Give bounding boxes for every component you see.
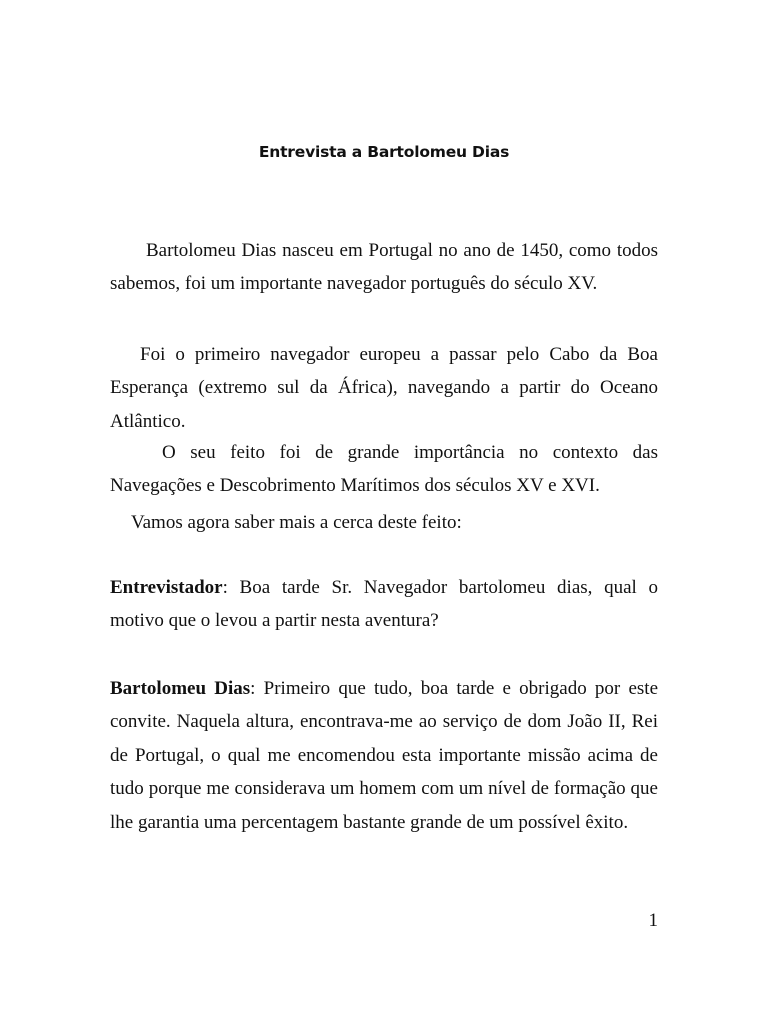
intro-paragraph-3-text: O seu feito foi de grande importância no contexto das Navegações e Descobrimento Marítimos dos séculos XV e XVI. [110, 442, 658, 497]
speaker-name: Entrevistador [110, 577, 223, 598]
intro-paragraph-1 [110, 234, 658, 301]
intro-paragraph-4 [110, 506, 658, 539]
intro-paragraph-1-text: Bartolomeu Dias nasceu em Portugal no ano de 1450, como todos sabemos, foi um importante navegador português do século XV. [110, 240, 658, 295]
speaker-name: Bartolomeu Dias [110, 678, 251, 699]
intro-paragraph-2 [110, 338, 658, 438]
speaker-line: : Primeiro que tudo, boa tarde e obrigado por este convite. Naquela altura, encontrava-me ao serviço de dom João II, Rei de Portugal, o qual me encomendou esta importante missão acima de tudo porque me considerava um homem com um nível de formação que lhe garantia uma percentagem bastante grande de um possível êxito. [110, 678, 659, 833]
dialogue-text [110, 672, 658, 839]
dialogue-text [110, 571, 658, 638]
dialogue-entry-interviewer [110, 571, 658, 638]
page-number: 1 [648, 910, 658, 931]
intro-paragraph-3 [110, 436, 658, 503]
speaker-line: : Boa tarde Sr. Navegador bartolomeu dias, qual o motivo que o levou a partir nesta aventura? [110, 577, 658, 632]
intro-paragraph-2-text: Foi o primeiro navegador europeu a passar pelo Cabo da Boa Esperança (extremo sul da África), navegando a partir do Oceano Atlântico. [110, 344, 658, 432]
dialogue-entry-bartolomeu [110, 672, 658, 839]
document-title: Entrevista a Bartolomeu Dias [258, 143, 510, 161]
intro-paragraph-4-text: Vamos agora saber mais a cerca deste feito: [131, 512, 462, 533]
